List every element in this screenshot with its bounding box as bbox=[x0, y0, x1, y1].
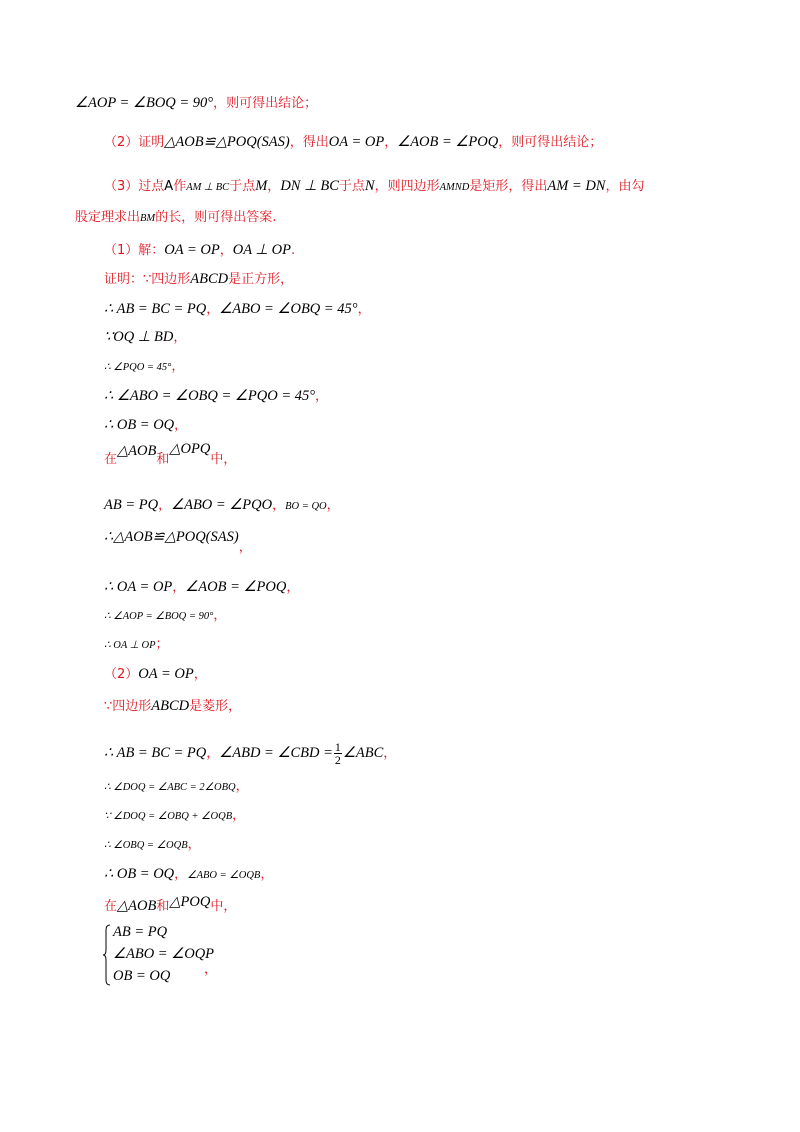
fraction-denominator: 2 bbox=[334, 753, 341, 767]
text: ， bbox=[315, 389, 329, 404]
math: OB = OQ bbox=[113, 968, 171, 984]
text: ； bbox=[155, 637, 169, 652]
system-end bbox=[204, 960, 217, 980]
text: 是矩形，得出 bbox=[469, 179, 548, 194]
text: 作 bbox=[173, 179, 187, 194]
hint-line-4 bbox=[75, 208, 276, 229]
text: ， bbox=[173, 330, 187, 345]
text: 于点 bbox=[229, 179, 256, 194]
proof-line-5 bbox=[104, 386, 328, 407]
system-line-1 bbox=[113, 922, 167, 943]
text: （2） bbox=[104, 667, 139, 682]
math: △AOB≌△POQ(SAS) bbox=[164, 134, 290, 150]
math: ∴ OA = OP bbox=[104, 579, 173, 595]
text: 的长，则可得出答案. bbox=[155, 210, 277, 225]
text: ， bbox=[383, 746, 397, 761]
text: ， bbox=[219, 243, 233, 258]
math: OA = OP bbox=[164, 242, 220, 258]
text: ， bbox=[260, 867, 274, 882]
math: AB = PQ bbox=[104, 497, 159, 513]
text: 和 bbox=[156, 899, 170, 914]
solution-2-header bbox=[104, 664, 207, 685]
text: ， bbox=[238, 540, 252, 555]
math: ∠ABC bbox=[342, 745, 384, 761]
proof-line-9 bbox=[104, 527, 252, 555]
text: ，则四边形 bbox=[374, 179, 440, 194]
math: ∠AOP = ∠BOQ = 90° bbox=[75, 95, 214, 111]
math: BM bbox=[140, 213, 156, 224]
math: M bbox=[255, 178, 268, 194]
math: ∵ ∠DOQ = ∠OBQ + ∠OQB bbox=[104, 811, 233, 822]
math: △POQ bbox=[169, 894, 211, 910]
proof-line-1 bbox=[104, 269, 293, 290]
proof2-line-5 bbox=[104, 835, 201, 856]
math: AM = DN bbox=[547, 178, 606, 194]
text: ，则可得出结论； bbox=[213, 96, 318, 111]
text: ，则可得出结论； bbox=[498, 135, 603, 150]
text: ， bbox=[158, 498, 172, 513]
text: 和 bbox=[156, 452, 170, 467]
math: ∴△AOB≌△POQ(SAS) bbox=[104, 529, 239, 545]
text: ， bbox=[326, 498, 340, 513]
text: ， bbox=[206, 746, 220, 761]
text: ， bbox=[206, 302, 220, 317]
math: ∵OQ ⊥ BD bbox=[104, 329, 174, 345]
system-line-3 bbox=[113, 966, 170, 987]
proof2-line-3 bbox=[104, 777, 249, 798]
math: BO = QO bbox=[285, 501, 327, 512]
proof-line-3 bbox=[104, 327, 186, 348]
text: 在 bbox=[104, 452, 118, 467]
text: ， bbox=[174, 867, 188, 882]
proof-line-10 bbox=[104, 577, 299, 598]
text: . bbox=[291, 243, 296, 258]
text: ， bbox=[213, 608, 227, 623]
text: ， bbox=[272, 498, 286, 513]
solution-1-header bbox=[104, 240, 295, 261]
hint-line-2 bbox=[104, 132, 602, 153]
math: AB = PQ bbox=[113, 924, 168, 940]
text: 是菱形， bbox=[189, 699, 242, 714]
hint-line-3 bbox=[104, 176, 644, 198]
math: ABCD bbox=[151, 698, 190, 714]
text: ， bbox=[204, 962, 218, 977]
proof-line-2 bbox=[104, 299, 371, 320]
proof2-line-7 bbox=[104, 896, 236, 917]
math: DN ⊥ BC bbox=[280, 178, 339, 194]
math: AMND bbox=[439, 182, 470, 193]
math: ∴ AB = BC = PQ bbox=[104, 301, 207, 317]
math: OA = OP bbox=[328, 134, 385, 150]
fraction-numerator: 1 bbox=[334, 740, 341, 754]
math: OA = OP bbox=[138, 666, 194, 682]
math: ∠ABO = ∠OQB bbox=[187, 870, 261, 881]
math: ∠AOB = ∠POQ bbox=[185, 579, 287, 595]
math: ∴ OA ⊥ OP bbox=[104, 640, 156, 651]
math: △OPQ bbox=[169, 441, 211, 457]
math: ∴ ∠AOP = ∠BOQ = 90° bbox=[104, 611, 214, 622]
math: ∠ABO = ∠OQP bbox=[113, 946, 215, 962]
text: A bbox=[164, 179, 174, 194]
proof-line-6 bbox=[104, 415, 187, 436]
text: （2）证明 bbox=[104, 135, 165, 150]
text: ， bbox=[357, 302, 371, 317]
text: ， bbox=[267, 179, 281, 194]
math: ABCD bbox=[190, 271, 229, 287]
math: △AOB bbox=[117, 898, 157, 914]
proof-line-7 bbox=[104, 441, 237, 470]
text: ， bbox=[187, 837, 201, 852]
text: 中， bbox=[210, 899, 237, 914]
system-brace bbox=[103, 924, 111, 986]
proof-line-11 bbox=[104, 606, 226, 627]
text: ， bbox=[193, 667, 207, 682]
text: ， bbox=[172, 580, 186, 595]
fraction-one-half bbox=[334, 741, 342, 766]
proof2-line-1 bbox=[104, 696, 241, 717]
text: 是正方形， bbox=[228, 272, 294, 287]
proof2-line-2 bbox=[104, 738, 396, 769]
text: ，由勾 bbox=[605, 179, 645, 194]
math: ∴ ∠OBQ = ∠OQB bbox=[104, 840, 188, 851]
proof-line-8 bbox=[104, 495, 340, 517]
text: ， bbox=[171, 359, 185, 374]
text: 中， bbox=[210, 452, 237, 467]
math: ∴ OB = OQ bbox=[104, 417, 175, 433]
text: 证明：∵四边形 bbox=[104, 272, 191, 287]
math: ∠ABO = ∠PQO bbox=[171, 497, 273, 513]
text: ， bbox=[232, 808, 246, 823]
math: N bbox=[364, 178, 375, 194]
text: 在 bbox=[104, 899, 118, 914]
math: OA ⊥ OP bbox=[232, 242, 292, 258]
text: ， bbox=[384, 135, 398, 150]
text: 股定理求出 bbox=[75, 210, 141, 225]
math: ∠ABO = ∠OBQ = 45° bbox=[219, 301, 358, 317]
math: ∴ AB = BC = PQ bbox=[104, 745, 207, 761]
math: ∴ ∠PQO = 45° bbox=[104, 362, 172, 373]
text: （3）过点 bbox=[104, 179, 165, 194]
text: ， bbox=[286, 580, 300, 595]
math: ∴ OB = OQ bbox=[104, 866, 175, 882]
math: ∴ ∠ABO = ∠OBQ = ∠PQO = 45° bbox=[104, 388, 316, 404]
text: 于点 bbox=[338, 179, 365, 194]
math: △AOB bbox=[117, 443, 157, 459]
proof-line-12 bbox=[104, 635, 169, 656]
text: ，得出 bbox=[289, 135, 329, 150]
math: ∠AOB = ∠POQ bbox=[397, 134, 499, 150]
text: ， bbox=[235, 779, 249, 794]
proof-line-4 bbox=[104, 357, 184, 378]
text: （1）解： bbox=[104, 243, 165, 258]
system-line-2 bbox=[113, 944, 214, 965]
math: ∠ABD = ∠CBD = bbox=[219, 745, 333, 761]
math: AM ⊥ BC bbox=[186, 182, 230, 193]
proof2-line-6 bbox=[104, 864, 273, 886]
hint-line-1 bbox=[75, 93, 317, 114]
text: ， bbox=[174, 418, 188, 433]
math: ∴ ∠DOQ = ∠ABC = 2∠OBQ bbox=[104, 782, 236, 793]
text: ∵四边形 bbox=[104, 699, 152, 714]
proof2-line-4 bbox=[104, 806, 245, 827]
